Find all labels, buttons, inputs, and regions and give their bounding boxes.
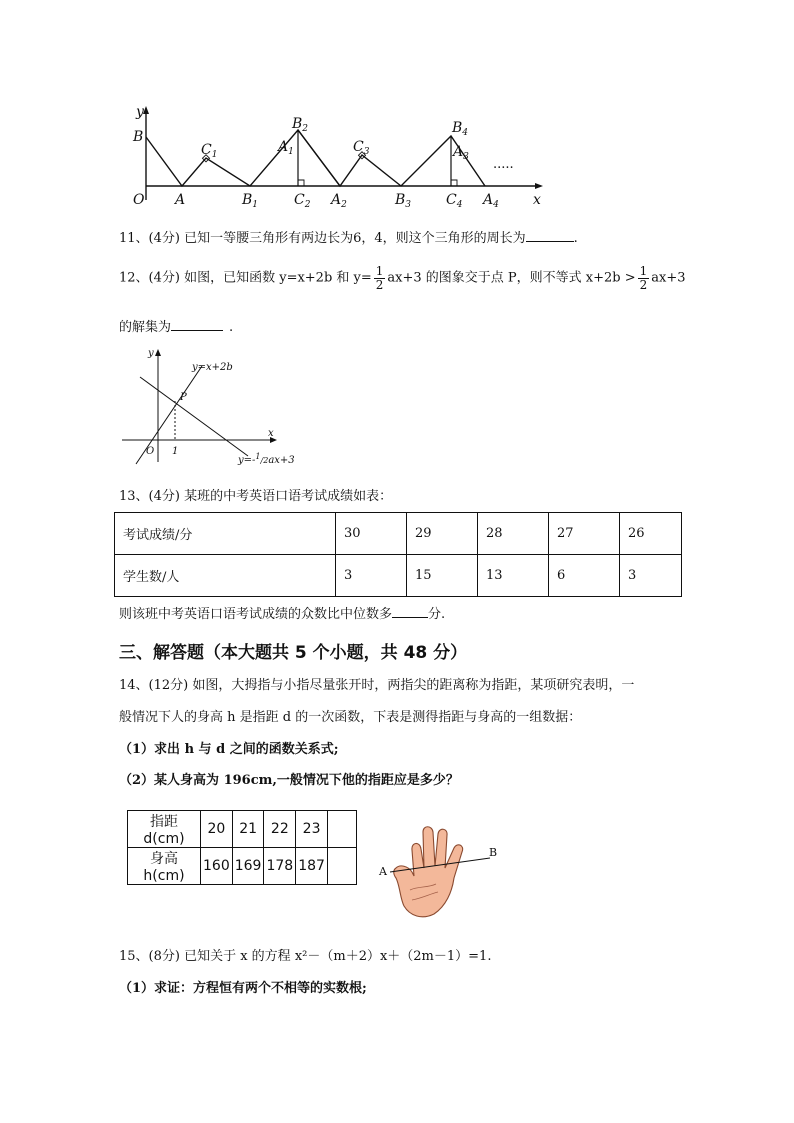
answer-blank-11[interactable] <box>526 229 574 242</box>
right-angle-c2 <box>298 180 304 186</box>
table-cell: 3 <box>620 555 682 597</box>
graph-label-x: x <box>268 428 274 439</box>
ellipsis: ..... <box>493 157 514 172</box>
segment-b2-a2 <box>298 130 340 186</box>
question-12-line2 <box>119 318 233 336</box>
graph-label-p: P <box>180 392 187 403</box>
label-c1: $C_1$ <box>201 142 218 160</box>
label-b4: $B_4$ <box>452 120 469 138</box>
question-14-line2: 般情况下人的身高 h 是指距 d 的一次函数，下表是测得指距与身高的一组数据： <box>119 710 582 725</box>
question-11-text: 11、(4分) 已知一等腰三角形有两边长为6，4，则这个三角形的周长为 <box>119 231 526 246</box>
label-a4: $A_4$ <box>483 192 499 210</box>
graph-label-line2: y=-$^1_/$2ax+3 <box>238 452 295 466</box>
question-14-part2: （2）某人身高为 196cm,一般情况下他的指距应是多少？ <box>119 773 459 788</box>
label-y: y <box>136 104 144 120</box>
fraction-denominator: 2 <box>639 277 648 292</box>
question-14-part1: （1）求出 h 与 d 之间的函数关系式; <box>119 742 339 757</box>
section-title-3: 三、解答题（本大题共 5 个小题，共 48 分） <box>119 643 468 663</box>
table-cell: 6 <box>549 555 620 597</box>
question-11 <box>119 229 578 247</box>
table-cell: 考试成绩/分 <box>115 513 336 555</box>
question-12-end: . <box>229 320 234 335</box>
graph-label-y: y <box>148 348 154 359</box>
table-cell: 学生数/人 <box>115 555 336 597</box>
table-cell: 187 <box>296 848 328 885</box>
score-table <box>114 512 682 597</box>
question-15-line1: 15、(8分) 已知关于 x 的方程 x²－（m＋2）x＋（2m－1）=1. <box>119 949 492 964</box>
table-cell <box>327 848 356 885</box>
table-cell: 3 <box>336 555 407 597</box>
hand-illustration <box>376 820 506 928</box>
question-12-text-b: ax+3 的图象交于点 P，则不等式 x+2b > <box>387 270 636 286</box>
hand-label-b: B <box>489 846 498 859</box>
question-13-after <box>119 605 445 623</box>
label-a2: $A_2$ <box>331 192 347 210</box>
question-13: 13、(4分) 某班的中考英语口语考试成绩如表： <box>119 489 393 504</box>
table-cell: 30 <box>336 513 407 555</box>
fraction-denominator: 2 <box>375 277 384 292</box>
question-12-text-c: ax+3 <box>651 270 686 286</box>
question-11-end: . <box>573 231 578 246</box>
linear-functions-graph <box>118 344 308 470</box>
zigzag-triangles-figure <box>125 100 555 212</box>
table-cell: 22 <box>264 811 296 848</box>
zigzag-lines <box>146 130 485 186</box>
question-12-solution-set-label: 的解集为 <box>119 320 172 335</box>
answer-blank-13[interactable] <box>392 605 428 618</box>
table-row <box>128 811 357 848</box>
table-cell: 15 <box>407 555 478 597</box>
table-row <box>115 513 682 555</box>
label-b1: $B_1$ <box>242 192 259 210</box>
fraction-half-2 <box>638 265 650 291</box>
table-cell: 169 <box>232 848 264 885</box>
graph-label-one: 1 <box>172 446 179 457</box>
question-12-text-a: 12、(4分) 如图，已知函数 y=x+2b 和 y= <box>119 270 372 286</box>
graph-label-line1: y=x+2b <box>192 362 233 373</box>
line-y-neg-half-ax-plus-3 <box>140 377 248 456</box>
label-c4: $C_4$ <box>446 192 463 210</box>
label-b3: $B_3$ <box>395 192 412 210</box>
label-b: B <box>133 129 144 145</box>
label-c3: $C_3$ <box>353 139 370 157</box>
label-o: O <box>133 192 145 208</box>
table-row <box>115 555 682 597</box>
table-cell: 28 <box>478 513 549 555</box>
hand-label-a: A <box>379 865 387 878</box>
question-13-after-end: 分. <box>428 607 446 622</box>
table-cell: 160 <box>201 848 233 885</box>
answer-blank-12[interactable] <box>171 318 223 331</box>
graph-label-o: O <box>146 446 155 457</box>
label-c2: $C_2$ <box>294 192 311 210</box>
table-cell: 指距d(cm) <box>128 811 201 848</box>
table-row <box>128 848 357 885</box>
table-cell: 23 <box>296 811 328 848</box>
label-a3: $A_3$ <box>453 144 469 162</box>
question-14-line1: 14、(12分) 如图，大拇指与小指尽量张开时，两指尖的距离称为指距，某项研究表明，一 <box>119 678 635 693</box>
table-cell: 27 <box>549 513 620 555</box>
table-cell: 13 <box>478 555 549 597</box>
hand-shape <box>394 827 463 917</box>
question-12 <box>119 265 686 291</box>
right-angle-c4 <box>451 180 457 186</box>
label-x: x <box>533 192 541 208</box>
label-a: A <box>175 192 186 208</box>
span-height-table <box>127 810 357 885</box>
label-a1: $A_1$ <box>278 139 294 157</box>
table-cell: 29 <box>407 513 478 555</box>
table-cell: 身高h(cm) <box>128 848 201 885</box>
table-cell: 20 <box>201 811 233 848</box>
x-axis-arrow <box>535 183 543 189</box>
table-cell: 178 <box>264 848 296 885</box>
table-cell: 21 <box>232 811 264 848</box>
fraction-numerator: 1 <box>639 264 648 278</box>
table-cell <box>327 811 356 848</box>
graph-y-arrow <box>155 349 161 356</box>
question-15-part1: （1）求证：方程恒有两个不相等的实数根; <box>119 981 367 996</box>
label-b2: $B_2$ <box>292 116 309 134</box>
question-13-after-text: 则该班中考英语口语考试成绩的众数比中位数多 <box>119 607 393 622</box>
fraction-half-1 <box>374 265 386 291</box>
fraction-numerator: 1 <box>375 264 384 278</box>
table-cell: 26 <box>620 513 682 555</box>
